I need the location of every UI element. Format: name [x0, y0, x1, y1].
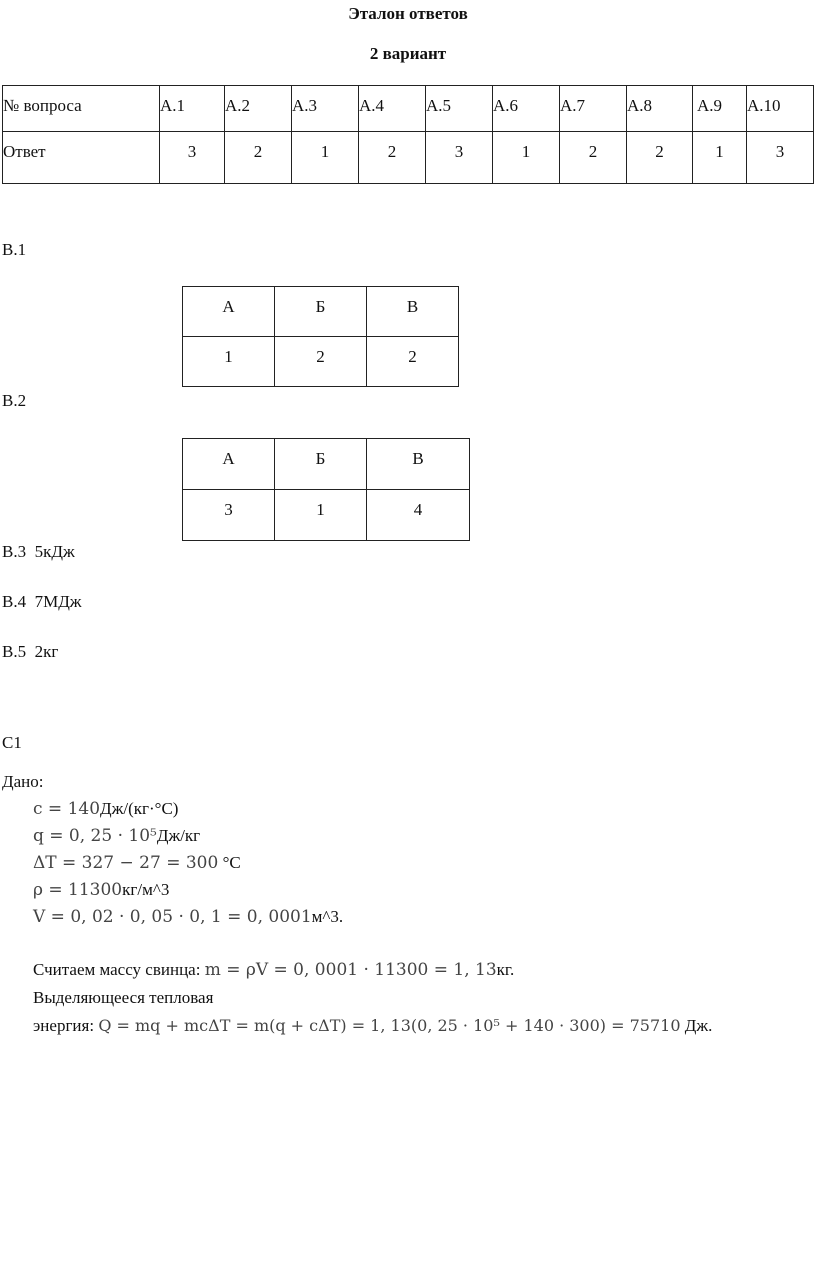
b4-line — [2, 592, 82, 612]
b1-value-cell: 1 — [183, 337, 275, 387]
answer-cell: 2 — [359, 132, 426, 184]
mass-text: Считаем массу свинца: — [33, 960, 201, 979]
given-line-c — [33, 799, 178, 819]
b1-table — [182, 286, 459, 387]
table-row — [183, 439, 470, 490]
answer-cell: 2 — [627, 132, 693, 184]
b4-label: В.4 — [2, 592, 27, 611]
b1-header-cell: А — [183, 287, 275, 337]
b1-value-cell: 2 — [367, 337, 459, 387]
b1-label: В.1 — [2, 240, 27, 259]
given-line-q — [33, 826, 200, 846]
given-unit: Дж/кг — [156, 826, 201, 845]
b2-header-cell: Б — [275, 439, 367, 490]
answer-cell: 3 — [160, 132, 225, 184]
question-cell: А.9 — [693, 86, 747, 132]
page-title: Эталон ответов — [348, 4, 468, 23]
table-row-questions — [3, 86, 814, 132]
table-row — [183, 287, 459, 337]
given-unit: °C — [218, 853, 241, 872]
row-header-question: № вопроса — [3, 86, 160, 132]
b5-line — [2, 642, 58, 662]
question-cell: А.7 — [560, 86, 627, 132]
b2-header-cell: А — [183, 439, 275, 490]
b2-value-cell: 1 — [275, 490, 367, 541]
heat-expr: Q = mq + mcΔT = m(q + cΔT) = 1, 13(0, 25 · 10⁵ + 140 · 300) = 75710 — [98, 1016, 681, 1035]
given-expr: c = 140 — [33, 799, 101, 819]
given-expr: V = 0, 02 · 0, 05 · 0, 1 = 0, 0001 — [33, 907, 312, 927]
question-cell: А.2 — [225, 86, 292, 132]
answer-cell: 1 — [493, 132, 560, 184]
given-label: Дано: — [2, 772, 44, 791]
question-cell: А.8 — [627, 86, 693, 132]
given-line-rho — [33, 880, 169, 900]
question-cell: А.1 — [160, 86, 225, 132]
b1-header-cell: Б — [275, 287, 367, 337]
b3-line — [2, 542, 75, 562]
heat-text-1: Выделяющееся тепловая — [33, 988, 214, 1007]
question-cell: А.6 — [493, 86, 560, 132]
given-line-dt — [33, 853, 241, 873]
b2-label: В.2 — [2, 391, 27, 410]
row-header-answer: Ответ — [3, 132, 160, 184]
given-expr: ΔT = 327 − 27 = 300 — [33, 853, 219, 873]
table-row — [183, 337, 459, 387]
b2-table — [182, 438, 470, 541]
answer-cell: 1 — [693, 132, 747, 184]
heat-text-2: энергия: — [33, 1016, 95, 1035]
answer-cell: 3 — [426, 132, 493, 184]
c1-label: С1 — [2, 733, 22, 752]
mass-expr: m = ρV = 0, 0001 · 11300 = 1, 13 — [204, 960, 497, 980]
question-cell: А.3 — [292, 86, 359, 132]
b2-header-cell: В — [367, 439, 470, 490]
question-cell: А.10 — [747, 86, 814, 132]
heat-line — [33, 1016, 712, 1036]
table-row-answers — [3, 132, 814, 184]
variant-title: 2 вариант — [369, 44, 447, 63]
part-a-table — [2, 85, 814, 184]
answer-cell: 1 — [292, 132, 359, 184]
b5-label: В.5 — [2, 642, 27, 661]
b2-value-cell: 4 — [367, 490, 470, 541]
given-expr: q = 0, 25 · 10⁵ — [33, 826, 157, 846]
b5-answer: 2кг — [34, 642, 59, 661]
b2-value-cell: 3 — [183, 490, 275, 541]
b4-answer: 7МДж — [34, 592, 82, 611]
given-unit: Дж/(кг·°C) — [100, 799, 179, 818]
mass-line — [33, 960, 514, 980]
question-cell: А.5 — [426, 86, 493, 132]
heat-unit: Дж. — [684, 1016, 713, 1035]
given-unit: кг/м^3 — [122, 880, 170, 899]
b3-label: В.3 — [2, 542, 27, 561]
b1-header-cell: В — [367, 287, 459, 337]
mass-unit: кг. — [496, 960, 515, 979]
question-cell: А.4 — [359, 86, 426, 132]
b3-answer: 5кДж — [34, 542, 75, 561]
answer-cell: 2 — [225, 132, 292, 184]
given-expr: ρ = 11300 — [33, 880, 123, 900]
answer-cell: 2 — [560, 132, 627, 184]
given-unit: м^3. — [311, 907, 344, 926]
table-row — [183, 490, 470, 541]
b1-value-cell: 2 — [275, 337, 367, 387]
given-line-v — [33, 907, 343, 927]
answer-cell: 3 — [747, 132, 814, 184]
